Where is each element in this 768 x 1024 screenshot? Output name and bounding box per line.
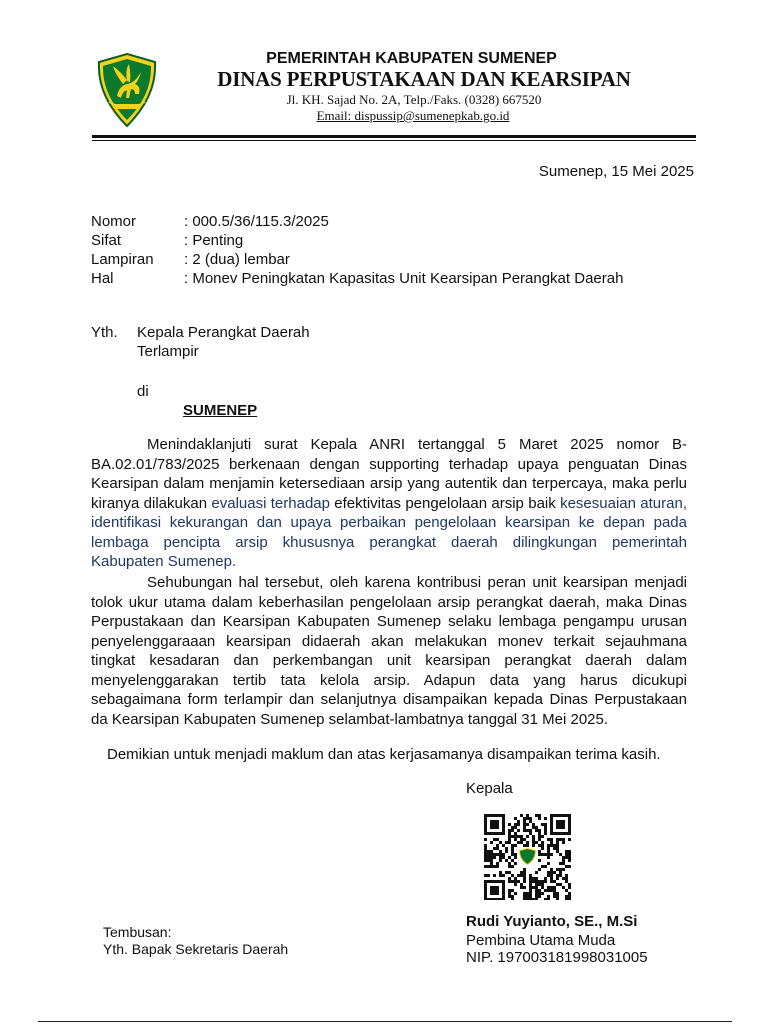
cc-item: Yth. Bapak Sekretaris Daerah [103, 941, 289, 957]
meta-value-lampiran: : 2 (dua) lembar [184, 251, 290, 268]
kop-government: PEMERINTAH KABUPATEN SUMENEP [266, 50, 557, 67]
p1-part-d: kesesuaian aturan, identifikasi kekurangan dan upaya perbaikan pengelolaan kearsipan ke depan pada lembaga pencipta arsip khususnya perangkat daerah dilingkungan pemerintah Kabupaten Sumenep. [91, 494, 687, 570]
closing-sentence: Demikian untuk menjadi maklum dan atas kerjasamanya disampaikan terima kasih. [107, 746, 661, 763]
p1-part-b: evaluasi terhadap [211, 494, 330, 512]
meta-label-hal: Hal [91, 270, 114, 287]
meta-value-nomor: : 000.5/36/115.3/2025 [184, 213, 329, 230]
recipient-di: di [137, 383, 149, 400]
kop-address: Jl. KH. Sajad No. 2A, Telp./Faks. (0328) 667520 [286, 92, 542, 107]
meta-label-lampiran: Lampiran [91, 251, 154, 268]
recipient-salutation: Yth. [91, 324, 118, 341]
signature-title: Kepala [466, 780, 513, 797]
kop-agency: DINAS PERPUSTAKAAN DAN KEARSIPAN [217, 67, 631, 91]
meta-value-hal: : Monev Peningkatan Kapasitas Unit Kearsipan Perangkat Daerah [184, 270, 624, 287]
recipient-name: Kepala Perangkat Daerah [137, 324, 310, 341]
p1-part-a: Menindaklanjuti surat Kepala ANRI tertanggal 5 Maret 2025 nomor B-BA.02.01/783/2025 berkenaan dengan supporting terhadap upaya penguatan Dinas Kearsipan dalam menjamin ketersediaan arsip yang autentik dan terpercaya, maka perlu kiranya dilakukan [91, 436, 687, 512]
meta-label-nomor: Nomor [91, 213, 137, 230]
letter-date: Sumenep, 15 Mei 2025 [538, 163, 694, 180]
recipient-note: Terlampir [137, 343, 199, 360]
meta-label-sifat: Sifat [91, 232, 122, 249]
body-paragraph-2: Sehubungan hal tersebut, oleh karena kontribusi peran unit kearsipan menjadi tolok ukur utama dalam keberhasilan pengelolaan arsip perangkat daerah, maka Dinas Perpustakaan dan Kearsipan Kabupaten Sumenep selaku lembaga pengampu urusan penyelenggaraaan kearsipan didaerah akan melakukan monev terkait sejauhmana tingkat kesadaran dan perkembangan unit kearsipan perangkat daerah dalam menyelenggarakan tertib tata kelola arsip. Adapun data yang harus dicukupi sebagaimana form terlampir dan selanjutnya disampaikan kepada Dinas Perpustakaan da Kearsipan Kabupaten Sumenep selambat-lambatnya tanggal 31 Mei 2025. [91, 574, 687, 728]
cc-label: Tembusan: [103, 924, 172, 940]
body-paragraph-1 [91, 435, 687, 572]
qr-code-graphic [483, 814, 573, 900]
signatory-name: Rudi Yuyianto, SE., M.Si [466, 913, 638, 930]
p1-part-c: efektivitas pengelolaan arsip baik [329, 494, 561, 512]
qr-code-icon [483, 814, 573, 900]
letterhead-rule-thin [92, 140, 696, 141]
signatory-nip: NIP. 197003181998031005 [466, 949, 648, 966]
page-bottom-rule [38, 1021, 732, 1022]
recipient-place: SUMENEP [183, 402, 258, 419]
signatory-rank: Pembina Utama Muda [466, 932, 616, 949]
kop-email [0, 108, 768, 124]
email-link[interactable]: Email: dispussip@sumenepkab.go.id [316, 108, 510, 123]
letterhead-rule-thick [92, 135, 696, 138]
meta-value-sifat: : Penting [184, 232, 244, 249]
